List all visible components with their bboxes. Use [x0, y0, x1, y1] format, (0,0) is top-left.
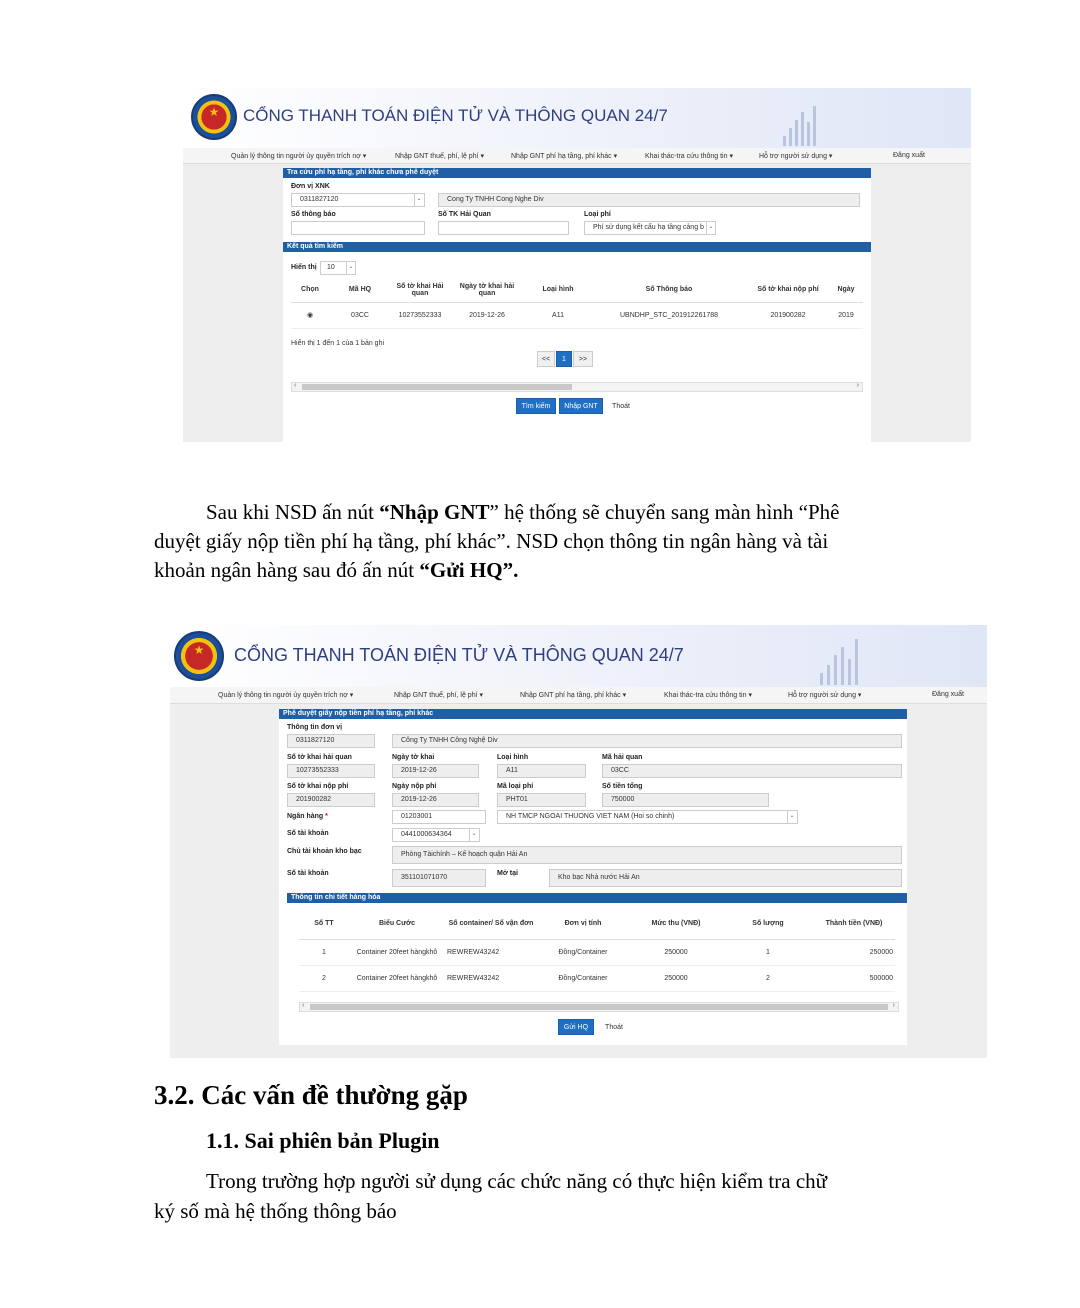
scroll-thumb[interactable]: [302, 384, 572, 390]
chu-tai-khoan-label: Chủ tài khoản kho bạc: [287, 848, 362, 855]
ngay-nop-label: Ngày nộp phí: [392, 783, 437, 790]
approval-panel: [279, 709, 907, 1045]
page-size-label: Hiển thị: [291, 264, 317, 271]
chevron-down-icon: ⌄: [706, 222, 715, 234]
pager-prev[interactable]: <<: [537, 351, 555, 367]
paragraph-1-line-2: duyệt giấy nộp tiền phí hạ tầng, phí khác”. NSD chọn thông tin ngân hàng và tài: [154, 529, 829, 553]
ma-loai-phi-label: Mã loại phí: [497, 783, 534, 790]
logout-link[interactable]: Đăng xuất: [893, 152, 925, 159]
don-vi-select[interactable]: 0311827120: [291, 193, 425, 207]
loai-hinh-label: Loại hình: [497, 754, 529, 761]
menu-gnt-ha-tang[interactable]: Nhập GNT phí hạ tầng, phí khác ▾: [520, 692, 627, 699]
col-so-thong-bao: Số Thông báo: [591, 278, 747, 302]
table-row[interactable]: ◉ 03CC 10273552333 2019-12-26 A11 UBNDHP_STC_201912261788 201900282 2019: [291, 302, 863, 328]
result-title: Kết quả tìm kiếm: [283, 242, 871, 252]
col-ngay-tk: Ngày tờ khai hải quan: [449, 278, 525, 302]
menu-user-auth[interactable]: Quản lý thông tin người ủy quyền trích nợ ▾: [218, 692, 354, 699]
search-button[interactable]: Tìm kiếm: [516, 398, 556, 414]
chevron-down-icon: ⌄: [414, 194, 423, 206]
col-ngay: Ngày: [829, 278, 863, 302]
chu-tai-khoan-value: Phòng Tàichính – Kế hoạch quận Hải An: [392, 846, 902, 864]
record-summary: Hiển thị 1 đến 1 của 1 bản ghi: [291, 340, 385, 347]
col-ma-hq: Mã HQ: [329, 278, 391, 302]
don-vi-name: Cong Ty TNHH Cong Nghe Div: [438, 193, 860, 207]
ngay-nop-value: 2019-12-26: [392, 793, 479, 807]
menu-ho-tro[interactable]: Hỗ trợ người sử dụng ▾: [788, 692, 862, 699]
col-stt: Số TT: [299, 909, 349, 939]
detail-table: [299, 909, 895, 992]
col-loai-hinh: Loại hình: [525, 278, 591, 302]
col-don-vi-tinh: Đơn vị tính: [537, 909, 629, 939]
exit-button[interactable]: Thoát: [598, 1019, 630, 1035]
nhap-gnt-button[interactable]: Nhập GNT: [559, 398, 603, 414]
ngan-hang-label: Ngân hàng *: [287, 813, 328, 820]
loai-phi-select[interactable]: Phí sử dụng kết cấu hạ tầng cảng b: [584, 221, 716, 235]
main-menu: [183, 148, 971, 164]
horizontal-scrollbar[interactable]: [291, 382, 863, 392]
ma-hq-value: 03CC: [602, 764, 902, 778]
scroll-right-icon[interactable]: ›: [856, 382, 859, 389]
panel-title: Tra cứu phí hạ tầng, phí khác chưa phê duyệt: [283, 168, 871, 178]
paragraph-1-line-3: khoản ngân hàng sau đó ấn nút “Gửi HQ”.: [154, 558, 519, 582]
scroll-right-icon[interactable]: ›: [892, 1002, 895, 1009]
so-tk-label: Số tờ khai hải quan: [287, 754, 352, 761]
main-menu: [170, 687, 987, 704]
menu-ho-tro[interactable]: Hỗ trợ người sử dụng ▾: [759, 153, 833, 160]
so-tien-tong-value: 750000: [602, 793, 769, 807]
menu-gnt-thue[interactable]: Nhập GNT thuế, phí, lệ phí ▾: [394, 692, 483, 699]
ma-don-vi: 0311827120: [287, 734, 375, 748]
loai-hinh-value: A11: [497, 764, 586, 778]
portal-banner: [170, 625, 987, 687]
ngay-tk-label: Ngày tờ khai: [392, 754, 435, 761]
ma-loai-phi-value: PHT01: [497, 793, 586, 807]
so-tk-kho-bac-label: Số tài khoản: [287, 870, 329, 877]
menu-gnt-ha-tang[interactable]: Nhập GNT phí hạ tầng, phí khác ▾: [511, 153, 618, 160]
sub-heading: 1.1. Sai phiên bản Plugin: [206, 1128, 440, 1153]
col-chon: Chọn: [291, 278, 329, 302]
so-thong-bao-input[interactable]: [291, 221, 425, 235]
so-thong-bao-label: Số thông báo: [291, 211, 336, 218]
so-tk-nop-label: Số tờ khai nộp phí: [287, 783, 349, 790]
ten-don-vi: Công Ty TNHH Công Nghệ Div: [392, 734, 902, 748]
so-tien-tong-label: Số tiền tổng: [602, 783, 643, 790]
so-tk-nop-value: 201900282: [287, 793, 375, 807]
page-size-select[interactable]: 10: [320, 261, 356, 275]
result-table: [291, 278, 863, 329]
logout-link[interactable]: Đăng xuất: [932, 691, 964, 698]
ngan-hang-code-input[interactable]: 01203001: [392, 810, 486, 824]
ngay-tk-value: 2019-12-26: [392, 764, 479, 778]
chevron-down-icon: ⌄: [346, 262, 355, 274]
col-so-luong: Số lượng: [723, 909, 813, 939]
ma-hq-label: Mã hải quan: [602, 754, 643, 761]
paragraph-2-line-2: ký số mà hệ thống thông báo: [154, 1199, 397, 1223]
chevron-down-icon: ⌄: [787, 811, 796, 823]
so-tk-input[interactable]: [438, 221, 569, 235]
section-heading: 3.2. Các vấn đề thường gặp: [154, 1080, 468, 1110]
menu-user-auth[interactable]: Quản lý thông tin người ủy quyền trích nợ ▾: [231, 153, 367, 160]
col-bieu-cuoc: Biểu Cước: [349, 909, 445, 939]
portal-title: CỔNG THANH TOÁN ĐIỆN TỬ VÀ THÔNG QUAN 24/7: [243, 106, 668, 125]
col-so-tk-nop: Số tờ khai nộp phí: [747, 278, 829, 302]
panel-title: Phê duyệt giấy nộp tiền phí hạ tầng, phí khác: [279, 709, 907, 719]
col-so-tk: Số tờ khai Hải quan: [391, 278, 449, 302]
loai-phi-label: Loại phí: [584, 211, 611, 218]
menu-gnt-thue[interactable]: Nhập GNT thuế, phí, lệ phí ▾: [395, 153, 484, 160]
so-tai-khoan-label: Số tài khoản: [287, 830, 329, 837]
chart-decoration-icon: [783, 98, 843, 146]
col-muc-thu: Mức thu (VNĐ): [629, 909, 723, 939]
table-row: 2 Container 20feet hàngkhô REWREW43242 Đồng/Container 250000 2 500000: [299, 965, 895, 991]
row-radio[interactable]: ◉: [291, 302, 329, 328]
menu-khai-thac[interactable]: Khai thác-tra cứu thông tin ▾: [645, 153, 733, 160]
chevron-down-icon: ⌄: [469, 829, 478, 841]
pager-current[interactable]: 1: [556, 351, 572, 367]
pager-next[interactable]: >>: [573, 351, 593, 367]
search-panel: [283, 168, 871, 442]
so-tk-value: 10273552333: [287, 764, 375, 778]
paragraph-1-line-1: Sau khi NSD ấn nút “Nhập GNT” hệ thống sẽ chuyển sang màn hình “Phê: [206, 500, 840, 524]
table-row: 1 Container 20feet hàngkhô REWREW43242 Đồng/Container 250000 1 250000: [299, 939, 895, 965]
thong-tin-label: Thông tin đơn vị: [287, 724, 343, 731]
menu-khai-thac[interactable]: Khai thác-tra cứu thông tin ▾: [664, 692, 752, 699]
portal-title: CỔNG THANH TOÁN ĐIỆN TỬ VÀ THÔNG QUAN 24/7: [234, 645, 684, 665]
detail-title: Thông tin chi tiết hàng hóa: [287, 893, 907, 903]
so-tk-kho-bac-value: 351101071070: [392, 869, 486, 887]
mo-tai-value: Kho bạc Nhà nước Hải An: [549, 869, 902, 887]
portal-banner: [183, 88, 971, 148]
horizontal-scrollbar[interactable]: [299, 1002, 899, 1012]
screenshot-phe-duyet: [170, 625, 987, 1058]
col-thanh-tien: Thành tiền (VNĐ): [813, 909, 895, 939]
col-container: Số container/ Số vận đơn: [445, 909, 537, 939]
mo-tai-label: Mở tại: [497, 870, 518, 877]
don-vi-label: Đơn vị XNK: [291, 183, 330, 190]
gui-hq-button[interactable]: Gửi HQ: [558, 1019, 594, 1035]
ngan-hang-select[interactable]: NH TMCP NGOAI THUONG VIET NAM (Hoi so chinh): [497, 810, 798, 824]
exit-button[interactable]: Thoát: [606, 398, 636, 414]
paragraph-2-line-1: Trong trường hợp người sử dụng các chức năng có thực hiện kiểm tra chữ: [206, 1169, 828, 1193]
so-tai-khoan-select[interactable]: 0441000634364: [392, 828, 480, 842]
scroll-left-icon[interactable]: ‹: [294, 382, 297, 389]
customs-logo-icon: [174, 631, 224, 681]
chart-decoration-icon: [820, 633, 890, 685]
screenshot-tra-cuu: [183, 88, 971, 442]
customs-logo-icon: [191, 94, 237, 140]
so-tk-label: Số TK Hải Quan: [438, 211, 491, 218]
scroll-left-icon[interactable]: ‹: [302, 1002, 305, 1009]
scroll-thumb[interactable]: [310, 1004, 888, 1010]
required-mark: *: [325, 813, 328, 820]
